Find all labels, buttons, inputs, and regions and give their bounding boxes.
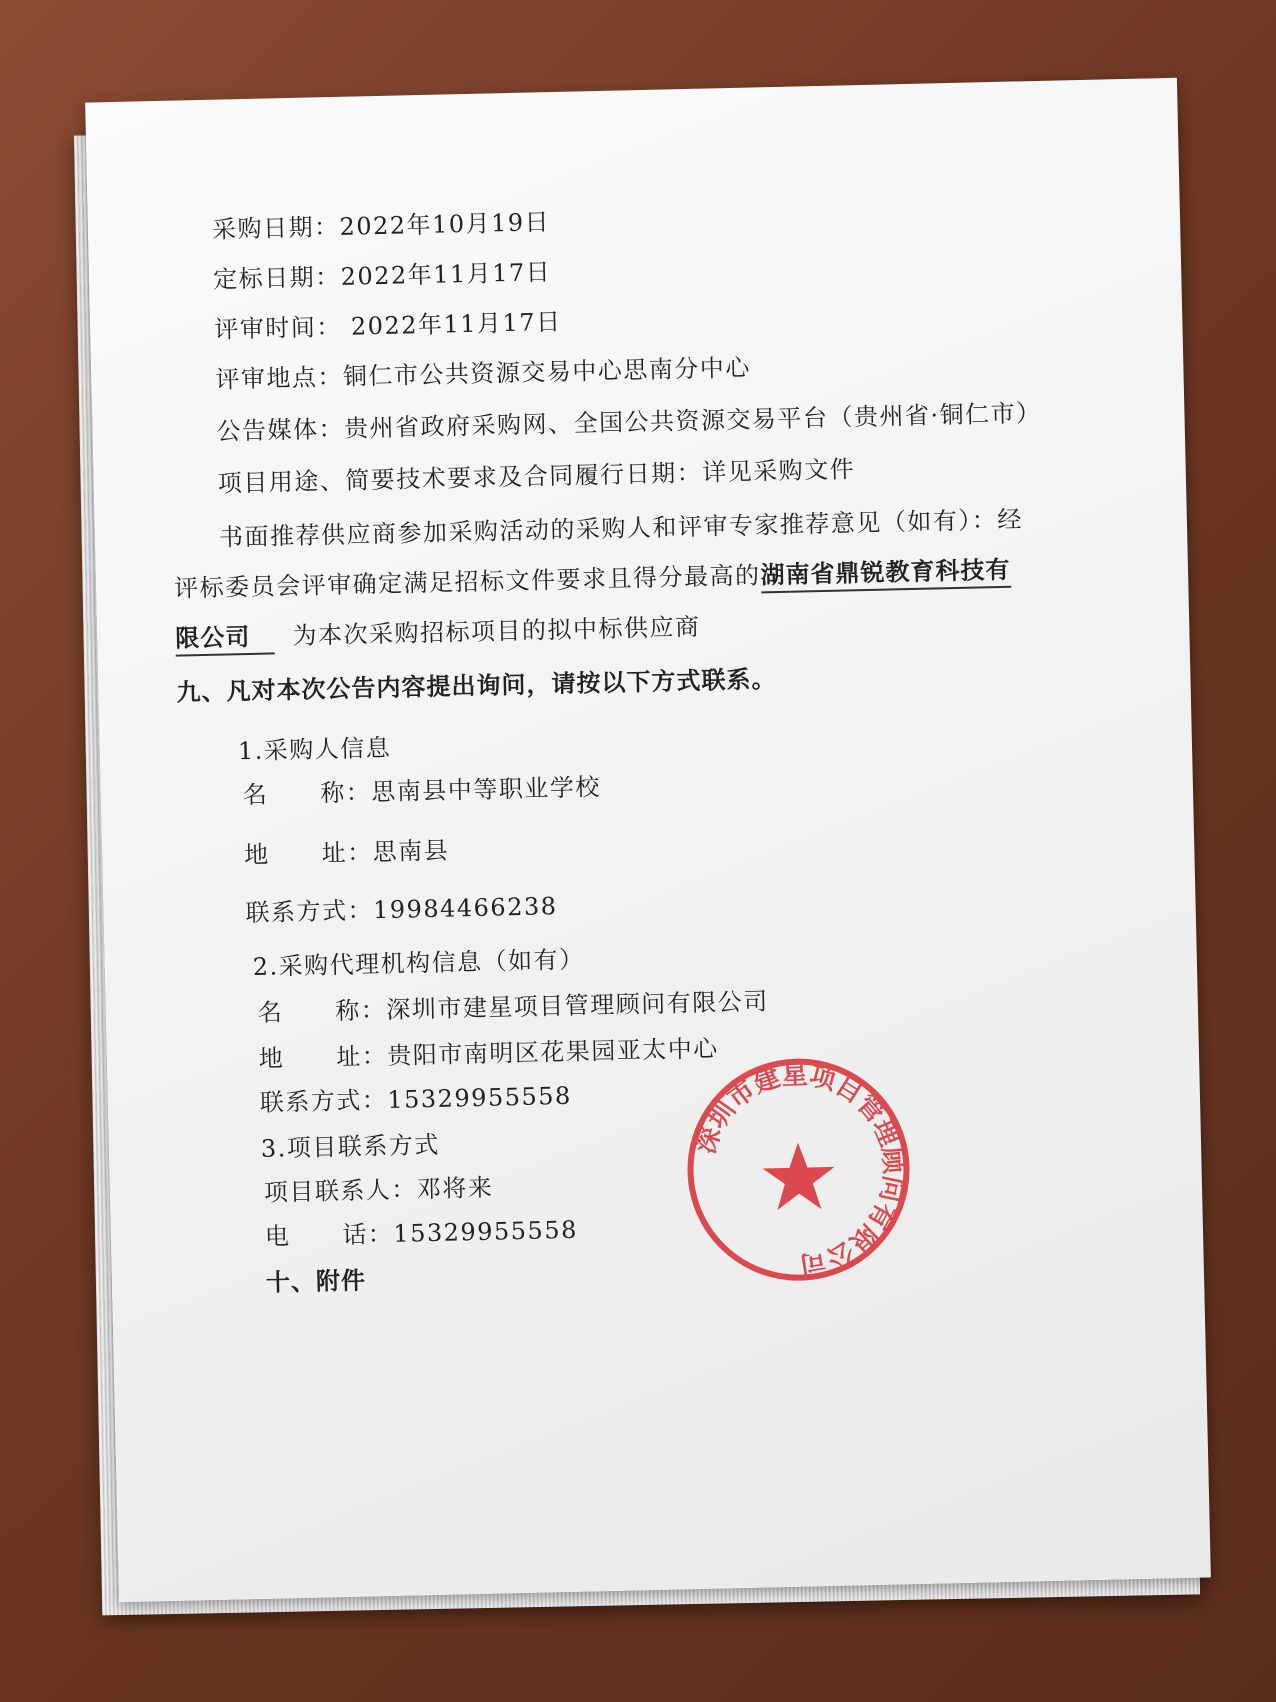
- buyer-address-row: [244, 831, 450, 871]
- buyer-address-value: 思南县: [372, 836, 450, 867]
- buyer-contact-value: 19984466238: [372, 892, 558, 925]
- project-contact-person-label: 项目联系人：: [263, 1175, 418, 1207]
- project-contact-heading: 3.项目联系方式: [260, 1130, 441, 1163]
- project-contact-phone-label-2: 话：: [342, 1219, 394, 1250]
- recommend-line-2: [174, 550, 1011, 604]
- buyer-name-row: [242, 767, 601, 810]
- review-time: 评审时间： 2022年11月17日: [213, 307, 562, 344]
- agency-name-label: 名: [257, 998, 284, 1027]
- agency-name-row: [257, 981, 769, 1028]
- recommend-line-3: [175, 607, 701, 654]
- agency-address-value: 贵阳市南明区花果园亚太中心: [387, 1034, 720, 1070]
- project-contact-phone-value: 15329955558: [393, 1215, 579, 1248]
- project-contact-person-row: [263, 1168, 493, 1208]
- buyer-contact-row: [245, 886, 558, 928]
- section-10-title: 十、附件: [265, 1266, 367, 1297]
- purchase-date: 采购日期：2022年10月19日: [211, 208, 551, 244]
- award-date: 定标日期：2022年11月17日: [212, 258, 552, 294]
- recommend-line-2-prefix: 评标委员会评审确定满足招标文件要求且得分最高的: [173, 561, 761, 603]
- agency-name-value: 深圳市建星项目管理顾问有限公司: [385, 987, 770, 1024]
- seal-text: 深圳市建星项目管理顾问有限公司: [690, 1060, 909, 1280]
- company-seal: [681, 1052, 916, 1287]
- agency-address-row: [258, 1028, 719, 1073]
- buyer-name-value: 思南县中等职业学校: [371, 773, 602, 807]
- winner-name-part-2: 限公司: [175, 622, 275, 656]
- buyer-contact-label: 联系方式：: [245, 896, 374, 928]
- recommend-line-1: 书面推荐供应商参加采购活动的采购人和评审专家推荐意见（如有）：经: [218, 505, 1024, 552]
- agency-name-label-2: 称：: [334, 995, 387, 1026]
- star-icon: [762, 1142, 836, 1211]
- agency-contact-label: 联系方式：: [259, 1085, 388, 1117]
- project-usage: 项目用途、简要技术要求及合同履行日期：详见采购文件: [217, 455, 856, 498]
- buyer-heading: 1.采购人信息: [237, 733, 392, 766]
- agency-address-label-2: 址：: [336, 1041, 388, 1072]
- project-contact-person-value: 邓将来: [416, 1173, 494, 1204]
- announcement-media: 公告媒体：贵州省政府采购网、全国公共资源交易平台（贵州省·铜仁市）: [216, 398, 1042, 446]
- winner-name-part-1: 湖南省鼎锐教育科技有: [760, 556, 1011, 594]
- buyer-address-label: 地: [243, 840, 271, 870]
- agency-contact-row: [259, 1076, 572, 1118]
- section-9-title: 九、凡对本次公告内容提出询问，请按以下方式联系。: [176, 665, 777, 707]
- project-contact-phone-label: 电: [264, 1222, 291, 1251]
- buyer-name-label: 名: [242, 780, 269, 810]
- document-page: [85, 78, 1211, 1602]
- buyer-address-label-2: 址：: [321, 838, 374, 868]
- buyer-name-label-2: 称：: [320, 778, 372, 808]
- agency-heading: 2.采购代理机构信息（如有）: [252, 945, 585, 981]
- project-contact-phone-row: [264, 1210, 578, 1252]
- review-place: 评审地点：铜仁市公共资源交易中心思南分中心: [215, 353, 752, 394]
- agency-contact-value: 15329955558: [387, 1081, 573, 1114]
- agency-address-label: 地: [258, 1044, 285, 1073]
- recommend-line-3-suffix: 为本次采购招标项目的拟中标供应商: [292, 612, 701, 651]
